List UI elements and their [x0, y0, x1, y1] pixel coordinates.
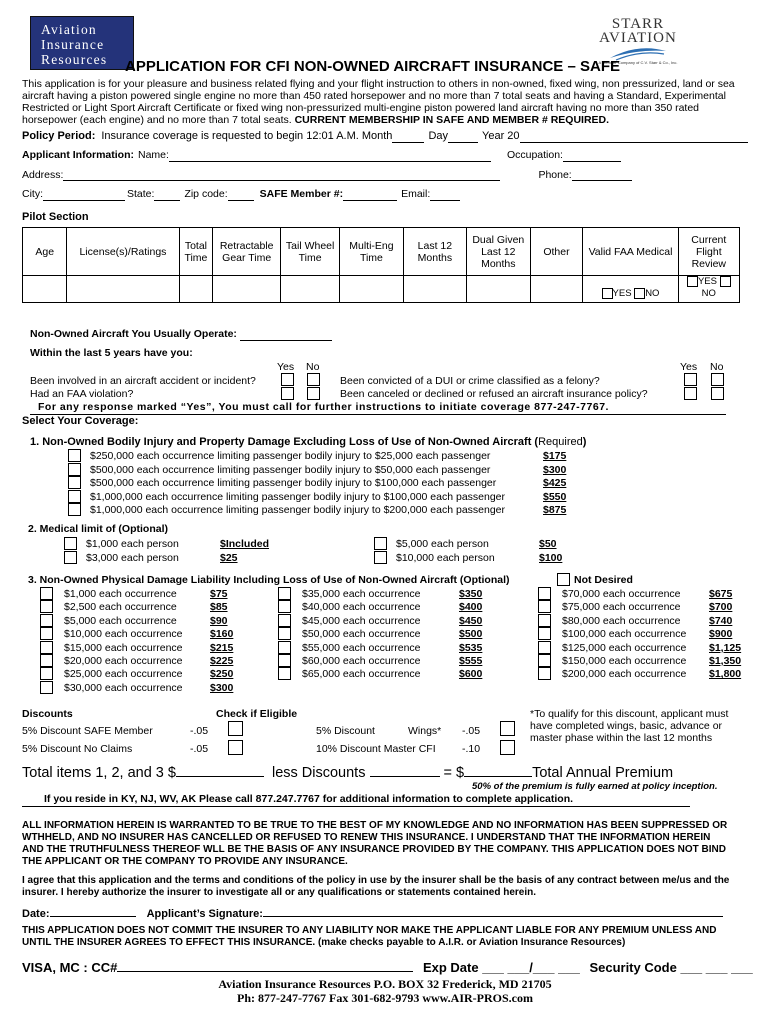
review-no-checkbox[interactable]: [720, 276, 731, 287]
coverage-title: Select Your Coverage:: [22, 415, 139, 427]
last12-cell[interactable]: [403, 276, 466, 303]
liability-option-checkbox[interactable]: [68, 449, 81, 462]
q3-no-checkbox[interactable]: [711, 373, 724, 386]
hull-option-label: $2,500 each occurrence: [64, 601, 177, 614]
hull-option-label: $60,000 each occurrence: [302, 655, 421, 667]
hull-option-label: $1,000 each occurrence: [64, 588, 177, 600]
state-field[interactable]: [154, 190, 180, 201]
liability-option-checkbox[interactable]: [68, 490, 81, 503]
multieng-cell[interactable]: [340, 276, 403, 303]
retractable-cell[interactable]: [213, 276, 281, 303]
footer: Aviation Insurance Resources P.O. BOX 32 Frederick, MD 21705 Ph: 877-247-7767 Fax 301-682-9793 www.AIR-PROS.com: [218, 977, 552, 1005]
hull-option-label: $35,000 each occurrence: [302, 588, 421, 600]
liability-option-label: $500,000 each occurrence limiting passenger bodily injury to $50,000 each passenger: [90, 463, 491, 476]
address-field[interactable]: [63, 170, 500, 181]
hull-option-checkbox[interactable]: [278, 600, 291, 613]
liability-option-checkbox[interactable]: [68, 476, 81, 489]
hull-option-label: $5,000 each occurrence: [64, 614, 177, 627]
hull-option-label: $200,000 each occurrence: [562, 668, 687, 681]
hull-option-price: $1,350: [709, 655, 742, 667]
medical-no-checkbox[interactable]: [634, 288, 645, 299]
medical-cell: YES NO: [583, 276, 678, 303]
hull-option-label: $55,000 each occurrence: [302, 641, 421, 654]
liability-option-label: $1,000,000 each occurrence limiting passenger bodily injury to $100,000 each passenger: [90, 490, 506, 503]
hull-option-label: $15,000 each occurrence: [64, 641, 183, 654]
hull-option-price: $85: [210, 601, 228, 614]
city-field[interactable]: [43, 190, 125, 201]
hull-option-checkbox[interactable]: [538, 587, 551, 600]
q4-yes-checkbox[interactable]: [684, 387, 697, 400]
discounts-field[interactable]: [370, 763, 440, 777]
hull-option-price: $250: [210, 668, 234, 681]
policy-period-row: Policy Period: Insurance coverage is requested to begin 12:01 A.M. Month Day Year 20: [22, 130, 748, 143]
section1-title: 1. Non-Owned Bodily Injury and Property Damage Excluding Loss of Use of Non-Owned Aircraft (Required): [30, 436, 587, 448]
medical-1000-checkbox[interactable]: [64, 537, 77, 550]
totals-row: Total items 1, 2, and 3 $ less Discounts = $ Total Annual Premium: [22, 765, 674, 781]
hull-option-checkbox[interactable]: [40, 667, 53, 680]
applicant-name-row: Applicant Information: Name: Occupation:: [22, 149, 748, 162]
q4-no-checkbox[interactable]: [711, 387, 724, 400]
hull-option-price: $555: [459, 655, 483, 667]
year-field[interactable]: [520, 132, 748, 143]
q1-yes-checkbox[interactable]: [281, 373, 294, 386]
total-time-cell[interactable]: [179, 276, 213, 303]
discounts-title: Discounts: [22, 708, 73, 720]
hull-option-price: $215: [210, 641, 234, 654]
header: [22, 14, 748, 76]
hull-option-label: $65,000 each occurrence: [302, 668, 421, 681]
hull-option-price: $535: [459, 641, 483, 654]
hull-option-checkbox[interactable]: [538, 600, 551, 613]
hull-option-checkbox[interactable]: [538, 654, 551, 667]
safe-member-discount-checkbox[interactable]: [228, 721, 243, 736]
applicant-address-row: Address: Phone:: [22, 169, 748, 182]
email-field[interactable]: [430, 190, 460, 201]
phone-field[interactable]: [572, 170, 632, 181]
hull-option-label: $40,000 each occurrence: [302, 601, 421, 614]
non-owned-operate-row: Non-Owned Aircraft You Usually Operate:: [30, 328, 332, 341]
liability-option-checkbox[interactable]: [68, 503, 81, 516]
security-code-field[interactable]: Security Code ___ ___ ___: [589, 960, 753, 975]
hull-option-checkbox[interactable]: [538, 614, 551, 627]
hull-option-checkbox[interactable]: [40, 600, 53, 613]
hull-option-price: $400: [459, 601, 483, 614]
hull-option-checkbox[interactable]: [40, 654, 53, 667]
cc-field[interactable]: [117, 959, 413, 972]
hull-option-price: $600: [459, 668, 483, 681]
hull-option-label: $70,000 each occurrence: [562, 588, 681, 600]
hull-option-price: $300: [210, 681, 234, 694]
payment-row: VISA, MC : CC# Exp Date ___ ___/___ ___ Security Code ___ ___ ___: [22, 960, 753, 975]
hull-option-label: $25,000 each occurrence: [64, 668, 183, 681]
hull-option-label: $10,000 each occurrence: [64, 628, 183, 641]
licenses-cell[interactable]: [67, 276, 179, 303]
hull-option-price: $1,125: [709, 641, 742, 654]
hull-option-price: $160: [210, 628, 234, 641]
air-logo: Aviation Insurance Resources: [30, 16, 134, 70]
hull-option-label: $30,000 each occurrence: [64, 681, 183, 694]
hull-option-label: $50,000 each occurrence: [302, 628, 421, 641]
date-field[interactable]: [50, 906, 136, 917]
signature-row: Date: Applicant’s Signature:: [22, 906, 723, 921]
liability-option-price: $300: [543, 463, 567, 476]
q2-yes-checkbox[interactable]: [281, 387, 294, 400]
hull-option-checkbox[interactable]: [40, 627, 53, 640]
hull-option-label: $45,000 each occurrence: [302, 614, 421, 627]
section2-title: 2. Medical limit of (Optional): [28, 523, 169, 535]
liability-option-price: $425: [543, 477, 567, 489]
application-form: Aviation Insurance Resources STARR AVIATION A Member Company of C.V. Starr & Co., Inc. APPLICATION FOR CFI NON-OWNED AIRCRAFT INSURANCE – SAFE This application is for your pleasure and business related flying and your flight instruction to others in non-owned, fixed wing, non pressurized, land or sea aircraft having a piston powered single engine no more than 450 rated horsepower and no more than 7 total seats and having a Standard, Experimental Restricted or Light Sport Aircraft Certificate or fixed wing non-pressurized multi-engine piston powered land aircraft having no more than 350 rated horsepower (each engine) and no more than 7 total seats. CURRENT MEMBERSHIP IN SAFE AND MEMBER # REQUIRED. Policy Period: Insurance coverage is requested to begin 12:01 A.M. Month Day Year 20 Applicant Information: Name: Occupation: Address: Phone: City: State: Zip code: SAFE Member #: Email: Pilot Section Age License(s)/Ratings Total Time Retractable Gear Time Tail Wheel Time Multi-Eng Time Last 12 Months Dual Given Last 12 Months Other Valid FAA Medical Current Flight Review YES NO YES NO Non-Owned Aircraft You Usually Operate: Within the last 5 years have you: Yes No Yes No Been involved in an aircraft accident or incident? Had an FAA violation? Been convicted of a DUI or crime classified as a felony? Been canceled or declined or refused an aircraft insurance policy? For any response marked “Yes”, You must call for further instructions to initiate coverage 877-247-7767. Select Your Coverage: 1. Non-Owned Bodily Injury and Property Damage Excluding Loss of Use of Non-Owned Aircraft (Required) $250,000 each occurrence limiting passenger bodily injury to $25,000 each passenger $175 $500,000 each occurrence limiting passenger bodily injury to $50,000 each passenger $300 $500,000 each occurrence limiting passenger bodily injury to $100,000 each passenger $425 $1,000,000 each occurrence limiting passenger bodily injury to $100,000 each passenger $550 $1,000,000 each occurrence limiting passenger bodily injury to $200,000 each passenger $875 2. Medical limit of (Optional) $1,000 each person $Included $3,000 each person $25 $5,000 each person $50 $10,000 each person $100 3. Non-Owned Physical Damage Liability Including Loss of Use of Non-Owned Aircraft (Optional) Not Desired $1,000 each occurrence $75 $2,500 each occurrence $85 $5,000 each occurrence $90 $10,000 each occurrence $160 $15,000 each occurrence $215 $20,000 each occurrence $225 $25,000 each occurrence $250 $30,000 each occurrence $300 $35,000 each occurrence $350 $40,000 each occurrence $400 $45,000 each occurrence $450 $50,000 each occurrence $500 $55,000 each occurrence $535 $60,000 each occurrence $555 $65,000 each occurrence $600 $70,000 each occurrence $675 $75,000 each occurrence $700 $80,000 each occurrence $740 $100,000 each occurrence $900 $125,000 each occurrence $1,125 $150,000 each occurrence $1,350 $200,000 each occurrence $1,800 Discounts Check if Eligible 5% Discount SAFE Member -.05 5% Discount No Claims -.05 5% Discount Wings* -.05 10% Discount Master CFI -.10 *To qualify for this discount, applicant must have completed wings, basic, advance or master phase within the last 12 months Total items 1, 2, and 3 $ less Discounts = $ Total Annual Premium 50% of the premium is fully earned at policy inception. If you reside in KY, NJ, WV, AK Please call 877.247.7767 for additional information to complete application. ALL INFORMATION HEREIN IS WARRANTED TO BE TRUE TO THE BEST OF MY KNOWLEDGE AND NO INFORMATION HAS BEEN SUPPRESSED OR WTHHELD, AND NO INSURER HAS CANCELLED OR REFUSED TO RENEW THIS INSURANCE. I UNDERSTAND THAT THE INFORMATION HEREIN AND THE TRUTHFULNESS THEREOF WLL BE THE BASIS OF ANY INSURANCE PROVIDED BY THE COMPANY. THIS APPLICATION DOES NOT BIND THE APPLICANT OR THE COMPANY TO PROVIDE ANY INSURANCE. I agree that this application and the terms and conditions of the policy in use by the insurer shall be the basis of any contract between me/us and the insurer. I hereby authorize the insurer to investigate all or any qualifications or statements contained herein. Date: Applicant’s Signature: THIS APPLICATION DOES NOT COMMIT THE INSURER TO ANY LIABILITY NOR MAKE THE APPLICANT LIABLE FOR ANY PREMIUM UNLESS AND UNTIL THE INSURER AGREES TO EFFECT THIS INSURANCE. (make checks payable to A.I.R. or Aviation Insurance Resources) VISA, MC : CC# Exp Date ___ ___/___ ___ Security Code ___ ___ ___ Aviation Insurance Resources P.O. BOX 32 Frederick, MD 21705 Ph: 877-247-7767 Fax 301-682-9793 www.AIR-PROS.com: [0, 0, 770, 1024]
applicant-city-row: City: State: Zip code: SAFE Member #: Email:: [22, 188, 748, 201]
month-field[interactable]: [392, 132, 424, 143]
hull-option-checkbox[interactable]: [278, 667, 291, 680]
hull-option-checkbox[interactable]: [278, 587, 291, 600]
occupation-field[interactable]: [563, 151, 621, 162]
hull-option-price: $90: [210, 614, 228, 627]
q2-no-checkbox[interactable]: [307, 387, 320, 400]
hull-option-label: $80,000 each occurrence: [562, 614, 681, 627]
page-title: APPLICATION FOR CFI NON-OWNED AIRCRAFT INSURANCE – SAFE: [125, 58, 620, 75]
agreement-paragraph: I agree that this application and the terms and conditions of the policy in use by the insurer shall be the basis of any contract between me/us and the insurer. I hereby authorize the insurer to investigate all or any qualifications or statements contained herein.: [22, 875, 730, 898]
hull-option-price: $700: [709, 601, 733, 614]
hull-option-label: $125,000 each occurrence: [562, 641, 687, 654]
hull-option-checkbox[interactable]: [278, 614, 291, 627]
pilot-section-title: Pilot Section: [22, 210, 89, 223]
hull-option-checkbox[interactable]: [40, 587, 53, 600]
liability-option-label: $250,000 each occurrence limiting passenger bodily injury to $25,000 each passenger: [90, 450, 491, 462]
review-yes-checkbox[interactable]: [687, 276, 698, 287]
signature-field[interactable]: [263, 906, 723, 917]
hull-option-price: $740: [709, 614, 733, 627]
pilot-table-row: [23, 276, 740, 303]
dual-given-cell[interactable]: [467, 276, 530, 303]
hull-option-checkbox[interactable]: [40, 641, 53, 654]
hull-option-checkbox[interactable]: [40, 614, 53, 627]
aircraft-operate-field[interactable]: [240, 330, 332, 341]
age-cell[interactable]: [23, 276, 67, 303]
starr-aviation-logo: STARR AVIATION A Member Company of C.V. Starr & Co., Inc.: [598, 16, 678, 65]
exp-date-field[interactable]: Exp Date ___ ___/___ ___: [422, 960, 580, 975]
master-cfi-discount-checkbox[interactable]: [500, 740, 515, 755]
hull-option-price: $500: [459, 628, 483, 641]
liability-option-checkbox[interactable]: [68, 463, 81, 476]
earned-note: 50% of the premium is fully earned at policy inception.: [472, 781, 718, 792]
no-claims-discount-checkbox[interactable]: [228, 740, 243, 755]
not-desired-checkbox[interactable]: [557, 573, 570, 586]
hull-option-price: $225: [210, 655, 234, 667]
commit-paragraph: THIS APPLICATION DOES NOT COMMIT THE INSURER TO ANY LIABILITY NOR MAKE THE APPLICANT LIABLE FOR ANY PREMIUM UNLESS AND UNTIL THE INSURER AGREES TO EFFECT THIS INSURANCE. (make checks payable to A.I.R. or Aviation Insurance Resources): [22, 925, 717, 948]
liability-option-label: $500,000 each occurrence limiting passenger bodily injury to $100,000 each passenger: [90, 477, 497, 489]
day-field[interactable]: [448, 132, 478, 143]
medical-5000-checkbox[interactable]: [374, 537, 387, 550]
intro-paragraph: This application is for your pleasure and business related flying and your flight instruction to others in non-owned, fixed wing, non pressurized, land or sea aircraft having a piston powered single engine no more than 450 rated horsepower and no more than 7 total seats and having a Standard, Experimental Restricted or Light Sport Aircraft Certificate or fixed wing non-pressurized multi-engine piston powered land aircraft having no more than 350 rated horsepower (each engine) and no more than 7 total seats. CURRENT MEMBERSHIP IN SAFE AND MEMBER # REQUIRED.: [22, 78, 735, 126]
within-5-years: Within the last 5 years have you:: [30, 347, 193, 359]
hull-option-checkbox[interactable]: [538, 667, 551, 680]
hull-option-price: $675: [709, 588, 733, 600]
total-items-field[interactable]: [176, 763, 264, 777]
flight-review-cell: YES NO: [678, 276, 739, 303]
liability-option-price: $550: [543, 490, 567, 503]
safe-member-field[interactable]: [343, 190, 397, 201]
pilot-table: [22, 227, 740, 303]
hull-option-price: $350: [459, 588, 483, 600]
q1-no-checkbox[interactable]: [307, 373, 320, 386]
tailwheel-cell[interactable]: [281, 276, 340, 303]
other-cell[interactable]: [530, 276, 583, 303]
hull-option-label: $100,000 each occurrence: [562, 628, 687, 641]
name-field[interactable]: [169, 151, 491, 162]
medical-3000-checkbox[interactable]: [64, 551, 77, 564]
hull-option-price: $1,800: [709, 668, 742, 681]
hull-option-label: $20,000 each occurrence: [64, 655, 183, 667]
hull-option-label: $75,000 each occurrence: [562, 601, 681, 614]
liability-option-price: $875: [543, 504, 567, 516]
hull-option-price: $900: [709, 628, 733, 641]
medical-yes-checkbox[interactable]: [602, 288, 613, 299]
wings-note: *To qualify for this discount, applicant must have completed wings, basic, advance or master phase within the last 12 months: [530, 708, 729, 744]
wings-discount-checkbox[interactable]: [500, 721, 515, 736]
hull-option-checkbox[interactable]: [538, 641, 551, 654]
warranty-paragraph: ALL INFORMATION HEREIN IS WARRANTED TO BE TRUE TO THE BEST OF MY KNOWLEDGE AND NO INFORMATION HAS BEEN SUPPRESSED OR WTHHELD, AND NO INSURER HAS CANCELLED OR REFUSED TO RENEW THIS INSURANCE. I UNDERSTAND THAT THE INFORMATION HEREIN AND THE TRUTHFULNESS THEREOF WLL BE THE BASIS OF ANY INSURANCE PROVIDED BY THE COMPANY. THIS APPLICATION DOES NOT BIND THE APPLICANT OR THE COMPANY TO PROVIDE ANY INSURANCE.: [22, 820, 728, 867]
hull-option-checkbox[interactable]: [278, 654, 291, 667]
liability-option-label: $1,000,000 each occurrence limiting passenger bodily injury to $200,000 each passenger: [90, 504, 506, 516]
hull-option-checkbox[interactable]: [538, 627, 551, 640]
hull-option-checkbox[interactable]: [40, 681, 53, 694]
hull-option-price: $450: [459, 614, 483, 627]
pilot-table-header: Age License(s)/Ratings Total Time Retractable Gear Time Tail Wheel Time Multi-Eng Time Last 12 Months Dual Given Last 12 Months Other Valid FAA Medical Current Flight Review: [23, 228, 740, 276]
states-note: If you reside in KY, NJ, WV, AK Please call 877.247.7767 for additional information to complete application.: [22, 793, 690, 807]
section3-title: 3. Non-Owned Physical Damage Liability Including Loss of Use of Non-Owned Aircraft (Optional): [28, 574, 510, 586]
hull-option-checkbox[interactable]: [278, 627, 291, 640]
hull-option-label: $150,000 each occurrence: [562, 655, 687, 667]
total-premium-field[interactable]: [464, 763, 532, 777]
q3-yes-checkbox[interactable]: [684, 373, 697, 386]
yes-warning: For any response marked “Yes”, You must call for further instructions to initiate coverage 877-247-7767.: [30, 401, 726, 415]
liability-option-price: $175: [543, 450, 567, 462]
medical-10000-checkbox[interactable]: [374, 551, 387, 564]
hull-option-price: $75: [210, 588, 228, 600]
zip-field[interactable]: [228, 190, 254, 201]
hull-option-checkbox[interactable]: [278, 641, 291, 654]
